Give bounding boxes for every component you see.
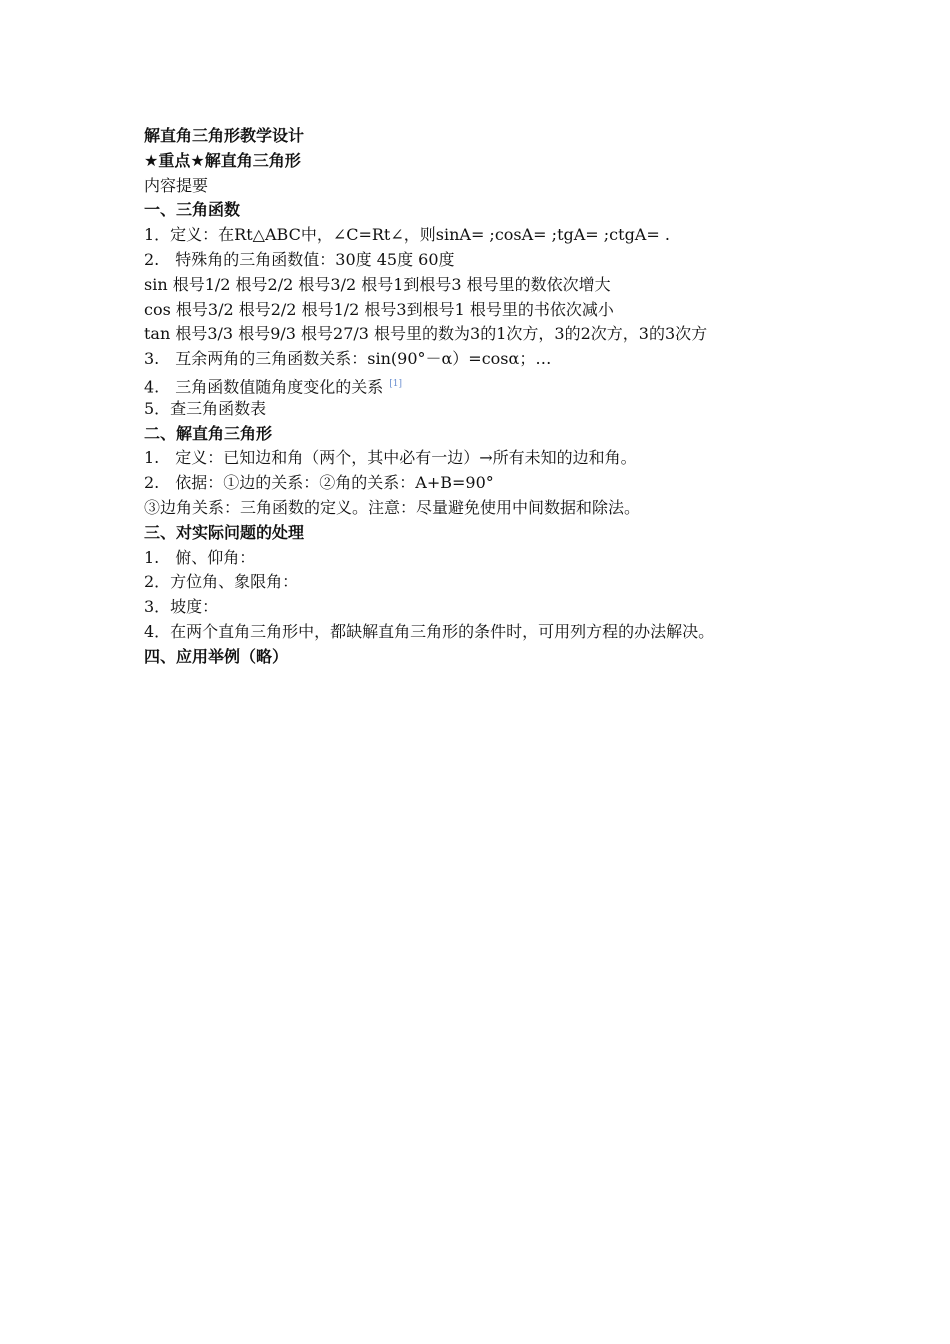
document-title: 解直角三角形教学设计 — [144, 126, 305, 145]
section-3-line-4: 4．在两个直角三角形中，都缺解直角三角形的条件时，可用列方程的办法解决。 — [144, 621, 715, 641]
section-1-line-7-text: 4. 三角函数值随角度变化的关系 — [144, 377, 384, 397]
section-3-line-1: 1. 俯、仰角： — [144, 547, 256, 567]
section-1-line-7 — [144, 372, 824, 397]
section-1-line-8: 5．查三角函数表 — [144, 398, 267, 418]
section-1-heading: 一、三角函数 — [144, 200, 241, 220]
section-4-heading: 四、应用举例（略） — [144, 646, 289, 666]
key-point-heading: ★重点★解直角三角形 — [144, 150, 301, 170]
section-1-line-1: 1．定义：在Rt△ABC中，∠C=Rt∠，则sinA= ;cosA= ;tgA= ;ctgA= . — [144, 225, 670, 245]
section-1-line-3: sin 根号1/2 根号2/2 根号3/2 根号1到根号3 根号里的数依次增大 — [144, 274, 611, 294]
section-2-heading: 二、解直角三角形 — [144, 423, 273, 443]
section-1-line-4: cos 根号3/2 根号2/2 根号1/2 根号3到根号1 根号里的书依次减小 — [144, 299, 614, 319]
section-3-line-3: 3．坡度： — [144, 597, 219, 617]
section-2-line-2: 2. 依据：①边的关系：②角的关系：A+B=90° — [144, 473, 494, 493]
section-1-line-2: 2. 特殊角的三角函数值：30度 45度 60度 — [144, 249, 455, 269]
summary-label: 内容提要 — [144, 175, 209, 195]
section-1-line-6: 3. 互余两角的三角函数关系：sin(90°－α）=cosα；… — [144, 349, 552, 369]
section-2-line-3: ③边角关系：三角函数的定义。注意：尽量避免使用中间数据和除法。 — [144, 497, 641, 517]
footnote-reference-link[interactable]: [1] — [389, 378, 403, 389]
document-page — [144, 124, 824, 670]
section-2-line-1: 1. 定义：已知边和角（两个，其中必有一边）→所有未知的边和角。 — [144, 448, 637, 468]
section-3-heading: 三、对实际问题的处理 — [144, 522, 305, 542]
section-3-line-2: 2．方位角、象限角： — [144, 572, 299, 592]
section-1-line-5: tan 根号3/3 根号9/3 根号27/3 根号里的数为3的1次方，3的2次方，3的3次方 — [144, 324, 708, 344]
